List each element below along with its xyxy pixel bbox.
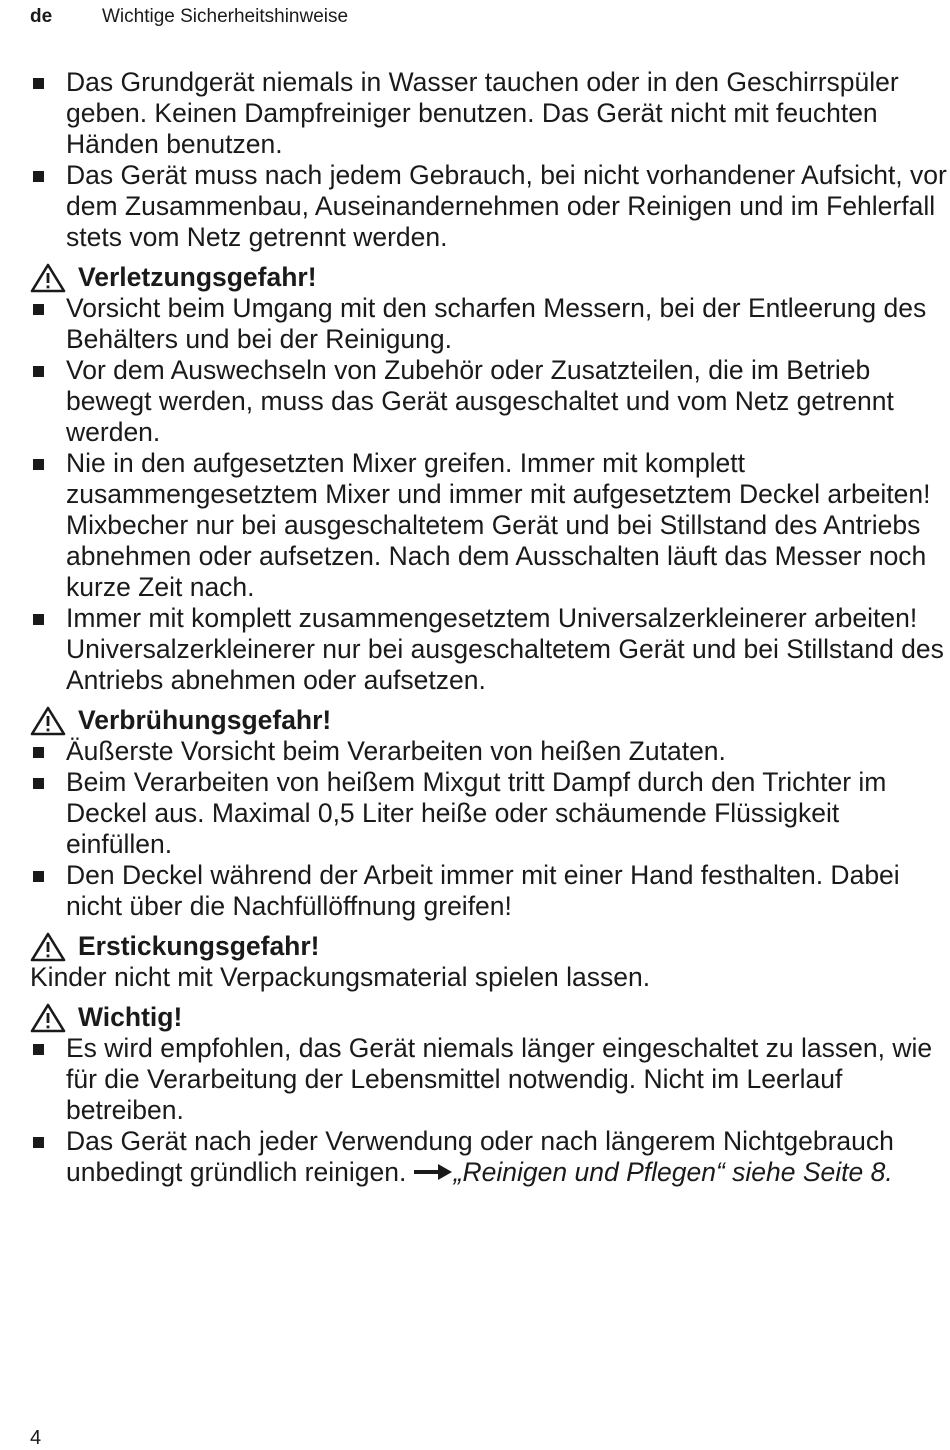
safety-content bbox=[30, 67, 948, 1188]
bullet-icon bbox=[33, 747, 44, 758]
warning-heading-scald: Verbrühungsgefahr! bbox=[30, 705, 948, 736]
bullet-icon bbox=[33, 1044, 44, 1055]
list-item: Das Gerät muss nach jedem Gebrauch, bei nicht vorhandener Aufsicht, vor dem Zusammenbau, Auseinandernehmen oder Reinigen und im Fehlerfall stets vom Netz getrennt werden. bbox=[30, 160, 948, 253]
language-code: de bbox=[30, 6, 53, 27]
warning-triangle-icon bbox=[30, 1003, 66, 1033]
page-header bbox=[30, 6, 348, 28]
warning-triangle-icon bbox=[30, 706, 66, 736]
bullet-icon bbox=[33, 304, 44, 315]
bullet-icon bbox=[33, 366, 44, 377]
list-item: Immer mit komplett zusammengesetztem Universalzerkleinerer arbeiten! Universalzerkleinerer nur bei ausgeschaltetem Gerät und bei Stillstand des Antriebs abnehmen oder aufsetzen. bbox=[30, 603, 948, 696]
warning-triangle-icon bbox=[30, 263, 66, 293]
arrow-right-icon bbox=[414, 1164, 452, 1180]
list-item: Das Gerät nach jeder Verwendung oder nach längerem Nichtgebrauch unbedingt gründlich reinigen. „Reinigen und Pflegen“ siehe Seite 8. bbox=[30, 1126, 948, 1188]
list-item: Den Deckel während der Arbeit immer mit einer Hand festhalten. Dabei nicht über die Nachfüllöffnung greifen! bbox=[30, 860, 948, 922]
header-title: Wichtige Sicherheitshinweise bbox=[102, 6, 349, 27]
warning-heading-suffocation: Erstickungsgefahr! bbox=[30, 931, 948, 962]
warning-heading-important: Wichtig! bbox=[30, 1002, 948, 1033]
warning-heading-injury: Verletzungsgefahr! bbox=[30, 262, 948, 293]
bullet-icon bbox=[33, 78, 44, 89]
bullet-icon bbox=[33, 778, 44, 789]
page-number: 4 bbox=[30, 1427, 42, 1449]
suffocation-text: Kinder nicht mit Verpackungsmaterial spielen lassen. bbox=[30, 962, 651, 992]
bullet-icon bbox=[33, 1137, 44, 1148]
list-item: Es wird empfohlen, das Gerät niemals länger eingeschaltet zu lassen, wie für die Verarbeitung der Lebensmittel notwendig. Nicht im Leerlauf betreiben. bbox=[30, 1033, 948, 1126]
bullet-icon bbox=[33, 171, 44, 182]
bullet-icon bbox=[33, 871, 44, 882]
warning-triangle-icon bbox=[30, 932, 66, 962]
list-item: Beim Verarbeiten von heißem Mixgut tritt Dampf durch den Trichter im Deckel aus. Maximal 0,5 Liter heiße oder schäumende Flüssigkeit einfüllen. bbox=[30, 767, 948, 860]
list-item: Nie in den aufgesetzten Mixer greifen. Immer mit komplett zusammengesetztem Mixer und immer mit aufgesetztem Deckel arbeiten! Mixbecher nur bei ausgeschaltetem Gerät und bei Stillstand des Antriebs abnehmen oder aufsetzen. Nach dem Ausschalten läuft das Messer noch kurze Zeit nach. bbox=[30, 448, 948, 603]
list-item: Vor dem Auswechseln von Zubehör oder Zusatzteilen, die im Betrieb bewegt werden, muss das Gerät ausgeschaltet und vom Netz getrennt werden. bbox=[30, 355, 948, 448]
bullet-icon bbox=[33, 459, 44, 470]
list-item: Vorsicht beim Umgang mit den scharfen Messern, bei der Entleerung des Behälters und bei der Reinigung. bbox=[30, 293, 948, 355]
page-reference-link[interactable]: „Reinigen und Pflegen“ siehe Seite 8. bbox=[453, 1157, 893, 1187]
list-item: Das Grundgerät niemals in Wasser tauchen oder in den Geschirrspüler geben. Keinen Dampfreiniger benutzen. Das Gerät nicht mit feuchten Händen benutzen. bbox=[30, 67, 948, 160]
bullet-icon bbox=[33, 614, 44, 625]
list-item: Äußerste Vorsicht beim Verarbeiten von heißen Zutaten. bbox=[30, 736, 948, 767]
